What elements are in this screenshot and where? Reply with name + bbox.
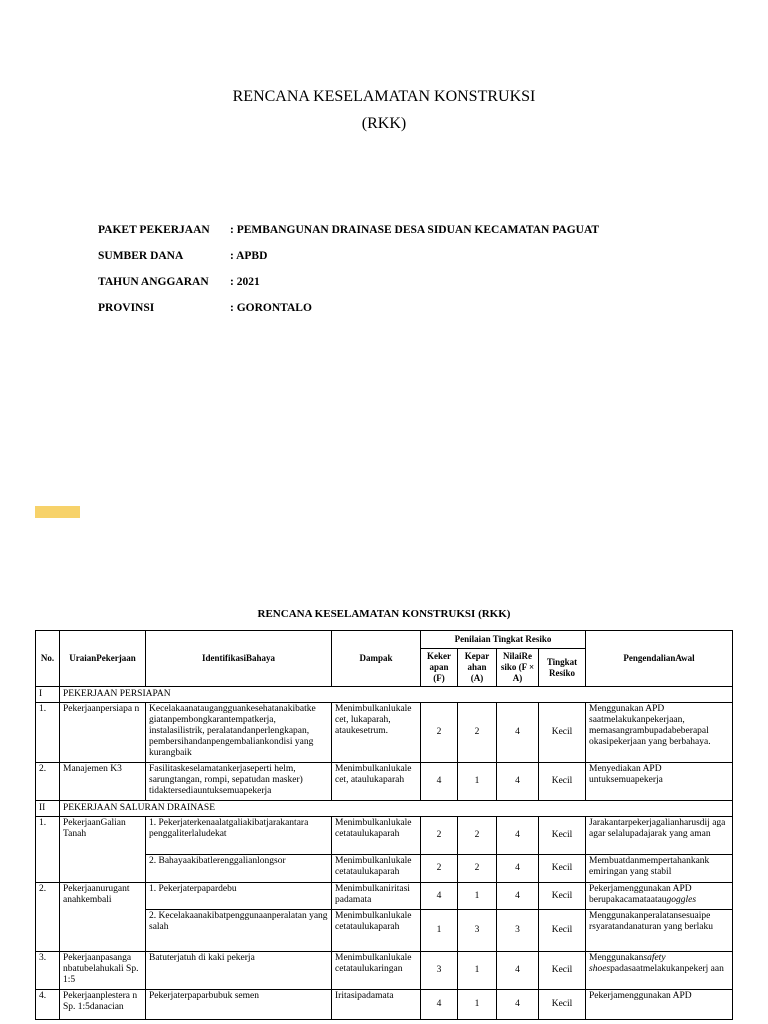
row-tingkat: Kecil xyxy=(539,855,586,883)
row-pengendalian: Menyediakan APD untuksemuapekerja xyxy=(586,763,733,801)
header-no: No. xyxy=(36,631,60,687)
section-row xyxy=(36,801,733,817)
pengendalian-emphasis: safety shoes xyxy=(589,953,666,974)
row-uraian: Manajemen K3 xyxy=(60,763,146,801)
row-tingkat: Kecil xyxy=(539,952,586,990)
row-dampak: Menimbulkanlukale cet, lukaparah, ataukesetrum. xyxy=(332,703,421,763)
row-pengendalian: Pekerjamenggunakan APD xyxy=(586,990,733,1020)
pengendalian-text: Pekerjamenggunakan APD berupakacamataatau xyxy=(589,884,692,905)
row-a: 2 xyxy=(458,703,497,763)
row-nilai: 4 xyxy=(497,817,539,855)
table-row xyxy=(36,703,733,763)
info-provinsi xyxy=(98,302,312,314)
row-uraian: Pekerjaanurugant anahkembali xyxy=(60,883,146,952)
header-dampak: Dampak xyxy=(332,631,421,687)
row-uraian: Pekerjaanpasanga nbatubelahukali Sp. 1:5 xyxy=(60,952,146,990)
row-a: 1 xyxy=(458,990,497,1020)
section-title: PEKERJAAN PERSIAPAN xyxy=(60,687,733,703)
table-row xyxy=(36,763,733,801)
row-pengendalian: Jarakantarpekerjagalianharusdij aga agar selalupadajarak yang aman xyxy=(586,817,733,855)
pengendalian-text: Menggunakan xyxy=(589,953,644,963)
table-row xyxy=(36,952,733,990)
row-bahaya: Fasilitaskeselamatankerjaseperti helm, sarungtangan, rompi, sepatudan masker) tidaktersediauntuksemuapekerja xyxy=(146,763,332,801)
row-pengendalian: Menggunakanperalatansesuaipe rsyaratandanaturan yang berlaku xyxy=(586,910,733,952)
row-bahaya: 1. Pekerjaterkenaalatgaliakibatjarakantara penggaliterlaludekat xyxy=(146,817,332,855)
info-value: : 2021 xyxy=(230,276,260,288)
row-dampak: Menimbulkanlukale cetataulukaparah xyxy=(332,855,421,883)
row-dampak: Menimbulkanlukale cetataulukaringan xyxy=(332,952,421,990)
info-key: PAKET PEKERJAAN xyxy=(98,224,210,236)
row-a: 2 xyxy=(458,817,497,855)
pengendalian-emphasis: goggles xyxy=(666,895,697,905)
document-title: RENCANA KESELAMATAN KONSTRUKSI xyxy=(232,88,536,105)
header-uraian: UraianPekerjaan xyxy=(60,631,146,687)
row-f: 4 xyxy=(421,763,458,801)
row-uraian: Pekerjaanplestera n Sp. 1:5danacian xyxy=(60,990,146,1020)
table-title: RENCANA KESELAMATAN KONSTRUKSI (RKK) xyxy=(257,608,511,620)
row-nilai: 4 xyxy=(497,763,539,801)
pengendalian-text: padasaatmelakukanpekerj aan xyxy=(610,964,724,974)
row-tingkat: Kecil xyxy=(539,910,586,952)
header-penilaian: Penilaian Tingkat Resiko xyxy=(421,631,586,649)
row-nilai: 4 xyxy=(497,855,539,883)
document-subtitle: (RKK) xyxy=(361,115,407,132)
info-key: SUMBER DANA xyxy=(98,250,184,262)
header-pengendalian: PengendalianAwal xyxy=(586,631,733,687)
row-f: 2 xyxy=(421,855,458,883)
row-f: 2 xyxy=(421,703,458,763)
row-f: 4 xyxy=(421,990,458,1020)
table-row xyxy=(36,883,733,910)
table-row xyxy=(36,990,733,1020)
row-no: 4. xyxy=(36,990,60,1020)
highlight-marker xyxy=(35,506,80,518)
header-f: Keker apan (F) xyxy=(421,649,458,687)
info-sumber-dana xyxy=(98,250,267,262)
row-bahaya: Pekerjaterpaparbubuk semen xyxy=(146,990,332,1020)
section-no: II xyxy=(36,801,60,817)
row-nilai: 3 xyxy=(497,910,539,952)
info-key: PROVINSI xyxy=(98,302,155,314)
row-nilai: 4 xyxy=(497,703,539,763)
row-f: 4 xyxy=(421,883,458,910)
row-f: 1 xyxy=(421,910,458,952)
info-paket xyxy=(98,224,599,236)
row-uraian: PekerjaanGalian Tanah xyxy=(60,817,146,883)
row-bahaya: 1. Pekerjaterpapardebu xyxy=(146,883,332,910)
row-no: 1. xyxy=(36,817,60,883)
section-no: I xyxy=(36,687,60,703)
row-dampak: Menimbulkaniritasi padamata xyxy=(332,883,421,910)
row-dampak: Menimbulkanlukale cet, ataulukaparah xyxy=(332,763,421,801)
row-a: 3 xyxy=(458,910,497,952)
info-key: TAHUN ANGGARAN xyxy=(98,276,209,288)
row-f: 2 xyxy=(421,817,458,855)
row-dampak: Menimbulkanlukale cetataulukaparah xyxy=(332,817,421,855)
info-tahun-anggaran xyxy=(98,276,260,288)
row-tingkat: Kecil xyxy=(539,817,586,855)
row-pengendalian xyxy=(586,883,733,910)
row-tingkat: Kecil xyxy=(539,990,586,1020)
header-identifikasi: IdentifikasiBahaya xyxy=(146,631,332,687)
row-a: 2 xyxy=(458,855,497,883)
row-bahaya: Kecelakaanataugangguankesehatanakibatke giatanpembongkarantempatkerja, instalasilistrik, peralatandanperlengkapan, pembersihandanpengembaliankondisi yang kurangbaik xyxy=(146,703,332,763)
row-no: 2. xyxy=(36,763,60,801)
rkk-table xyxy=(35,630,733,1020)
row-dampak: Iritasipadamata xyxy=(332,990,421,1020)
info-value: : GORONTALO xyxy=(230,302,312,314)
row-bahaya: 2. Kecelakaanakibatpenggunaanperalatan yang salah xyxy=(146,910,332,952)
row-a: 1 xyxy=(458,952,497,990)
row-dampak: Menimbulkanlukale cetataulukaparah xyxy=(332,910,421,952)
header-nilai: NilaiRe siko (F × A) xyxy=(497,649,539,687)
row-bahaya: Batuterjatuh di kaki pekerja xyxy=(146,952,332,990)
row-tingkat: Kecil xyxy=(539,763,586,801)
row-pengendalian: Menggunakan APD saatmelakukanpekerjaan, memasangrambupadabeberapal okasipekerjaan yang berbahaya. xyxy=(586,703,733,763)
row-nilai: 4 xyxy=(497,883,539,910)
row-bahaya: 2. Bahayaakibatlerenggalianlongsor xyxy=(146,855,332,883)
row-pengendalian: Membuatdanmempertahankank emiringan yang stabil xyxy=(586,855,733,883)
row-f: 3 xyxy=(421,952,458,990)
row-nilai: 4 xyxy=(497,952,539,990)
row-no: 2. xyxy=(36,883,60,952)
info-value: : APBD xyxy=(230,250,268,262)
row-tingkat: Kecil xyxy=(539,883,586,910)
section-row xyxy=(36,687,733,703)
row-no: 3. xyxy=(36,952,60,990)
row-a: 1 xyxy=(458,883,497,910)
table-row xyxy=(36,817,733,855)
row-a: 1 xyxy=(458,763,497,801)
row-nilai: 4 xyxy=(497,990,539,1020)
row-tingkat: Kecil xyxy=(539,703,586,763)
row-uraian: Pekerjaanpersiapa n xyxy=(60,703,146,763)
row-no: 1. xyxy=(36,703,60,763)
row-pengendalian xyxy=(586,952,733,990)
info-value: : PEMBANGUNAN DRAINASE DESA SIDUAN KECAMATAN PAGUAT xyxy=(230,224,600,236)
header-a: Kepar ahan (A) xyxy=(458,649,497,687)
section-title: PEKERJAAN SALURAN DRAINASE xyxy=(60,801,733,817)
header-tingkat: Tingkat Resiko xyxy=(539,649,586,687)
